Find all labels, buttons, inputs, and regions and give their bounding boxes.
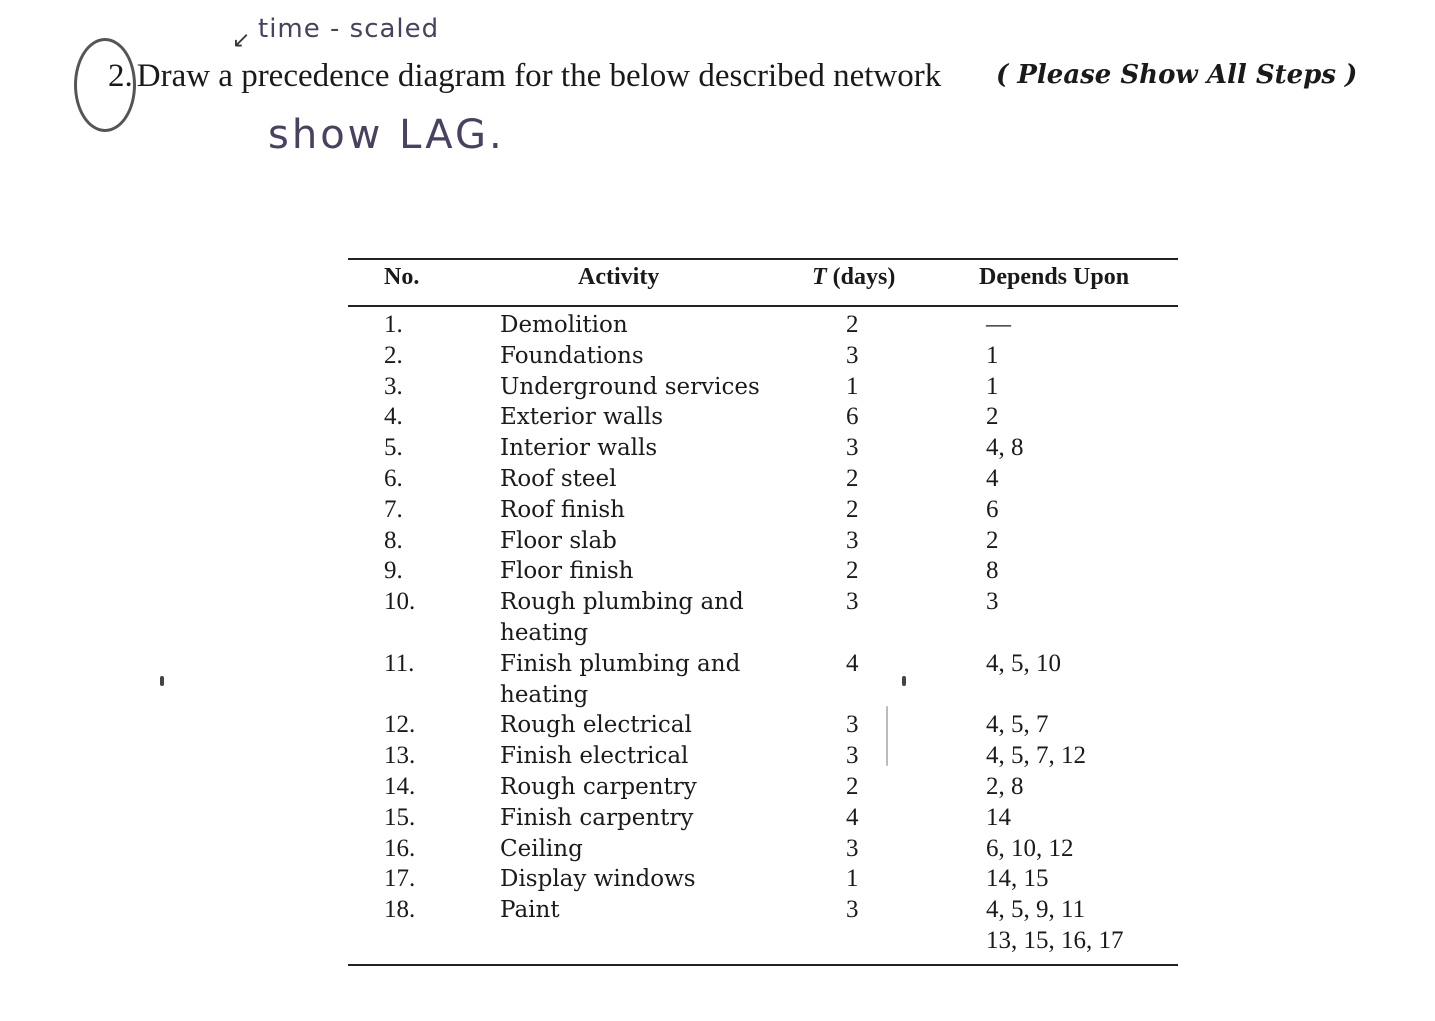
header-duration: T (days) — [812, 264, 896, 290]
row-activity: Finish plumbing and — [500, 650, 741, 677]
row-depends: 4, 5, 10 — [986, 649, 1061, 677]
row-number: 8. — [384, 526, 403, 554]
row-depends: 4 — [986, 465, 999, 492]
row-duration: 3 — [846, 434, 859, 462]
row-depends: 1 — [986, 372, 999, 400]
row-duration: 1 — [846, 865, 859, 893]
row-activity: Ceiling — [500, 835, 583, 862]
row-duration: 4 — [846, 803, 859, 831]
row-depends: 2 — [986, 403, 999, 431]
row-number: 11. — [384, 649, 415, 677]
row-number: 7. — [384, 495, 403, 523]
row-depends: 2, 8 — [986, 773, 1024, 800]
row-depends: 2 — [986, 526, 999, 554]
row-depends: 4, 5, 7, 12 — [986, 742, 1086, 770]
row-activity: Paint — [500, 897, 560, 924]
row-duration: 3 — [846, 711, 859, 739]
row-number: 1. — [384, 311, 403, 338]
row-number: 17. — [384, 865, 416, 893]
row-depends: 8 — [986, 557, 999, 585]
show-steps-note: ( Please Show All Steps ) — [996, 60, 1358, 90]
row-duration: 3 — [846, 588, 859, 616]
row-activity: Rough carpentry — [500, 774, 697, 800]
row-number: 10. — [384, 588, 416, 616]
row-depends: 4, 5, 7 — [986, 711, 1049, 739]
scan-mark — [886, 706, 888, 766]
row-duration: 2 — [846, 557, 859, 585]
row-activity: Foundations — [500, 342, 644, 369]
header-depends-upon: Depends Upon — [979, 264, 1130, 290]
row-number: 5. — [384, 434, 403, 462]
table-top-rule — [348, 258, 1178, 260]
row-depends: — — [986, 311, 1011, 338]
scan-speck — [160, 676, 164, 686]
row-depends: 14, 15 — [986, 865, 1049, 893]
row-number: 16. — [384, 834, 416, 862]
row-activity: Interior walls — [500, 435, 658, 462]
header-activity: Activity — [578, 264, 660, 290]
row-duration: 2 — [846, 311, 859, 338]
row-activity: Rough plumbing and — [500, 589, 744, 616]
question-line — [108, 58, 941, 95]
row-number: 3. — [384, 372, 403, 400]
row-depends: 1 — [986, 341, 999, 369]
row-activity: Roof finish — [500, 496, 625, 523]
row-depends: 13, 15, 16, 17 — [986, 927, 1124, 954]
question-number: 2. — [108, 58, 133, 94]
row-duration: 4 — [846, 649, 859, 677]
row-number: 6. — [384, 465, 403, 492]
row-duration: 3 — [846, 341, 859, 369]
row-activity: Finish electrical — [500, 743, 689, 770]
row-duration: 1 — [846, 372, 859, 400]
row-number: 2. — [384, 341, 403, 369]
row-activity: Underground services — [500, 373, 760, 400]
row-activity: Roof steel — [500, 466, 617, 492]
scan-speck — [902, 676, 906, 686]
row-duration: 6 — [846, 403, 859, 431]
row-duration: 2 — [846, 465, 859, 492]
row-activity: Floor slab — [500, 527, 617, 554]
row-duration: 3 — [846, 526, 859, 554]
handwritten-note-time-scaled: time - scaled — [258, 14, 440, 44]
row-number: 9. — [384, 557, 403, 585]
row-number: 18. — [384, 896, 416, 924]
row-activity: Finish carpentry — [500, 804, 694, 831]
row-depends: 4, 5, 9, 11 — [986, 896, 1086, 924]
row-number: 13. — [384, 742, 416, 770]
row-activity: heating — [500, 620, 589, 646]
row-number: 4. — [384, 403, 403, 431]
row-activity: Floor finish — [500, 558, 634, 585]
row-number: 12. — [384, 711, 416, 739]
header-no: No. — [384, 264, 420, 290]
row-depends: 6, 10, 12 — [986, 834, 1074, 862]
row-duration: 2 — [846, 773, 859, 800]
row-activity: Rough electrical — [500, 712, 692, 739]
table-bottom-rule — [348, 964, 1178, 966]
row-activity: Display windows — [500, 866, 696, 893]
row-number: 15. — [384, 803, 416, 831]
row-depends: 6 — [986, 495, 999, 523]
row-activity: Demolition — [500, 312, 628, 338]
row-duration: 3 — [846, 834, 859, 862]
row-duration: 2 — [846, 495, 859, 523]
row-depends: 14 — [986, 803, 1011, 831]
row-number: 14. — [384, 773, 416, 800]
question-text: Draw a precedence diagram for the below described network — [136, 58, 942, 94]
row-duration: 3 — [846, 742, 859, 770]
row-activity: Exterior walls — [500, 404, 664, 431]
row-activity: heating — [500, 681, 589, 708]
table-header-rule — [348, 305, 1178, 307]
row-depends: 3 — [986, 588, 999, 616]
handwritten-arrow-icon: ↙ — [232, 28, 251, 53]
row-duration: 3 — [846, 896, 859, 924]
handwritten-note-show-lag: show LAG. — [268, 112, 505, 158]
row-depends: 4, 8 — [986, 434, 1024, 462]
